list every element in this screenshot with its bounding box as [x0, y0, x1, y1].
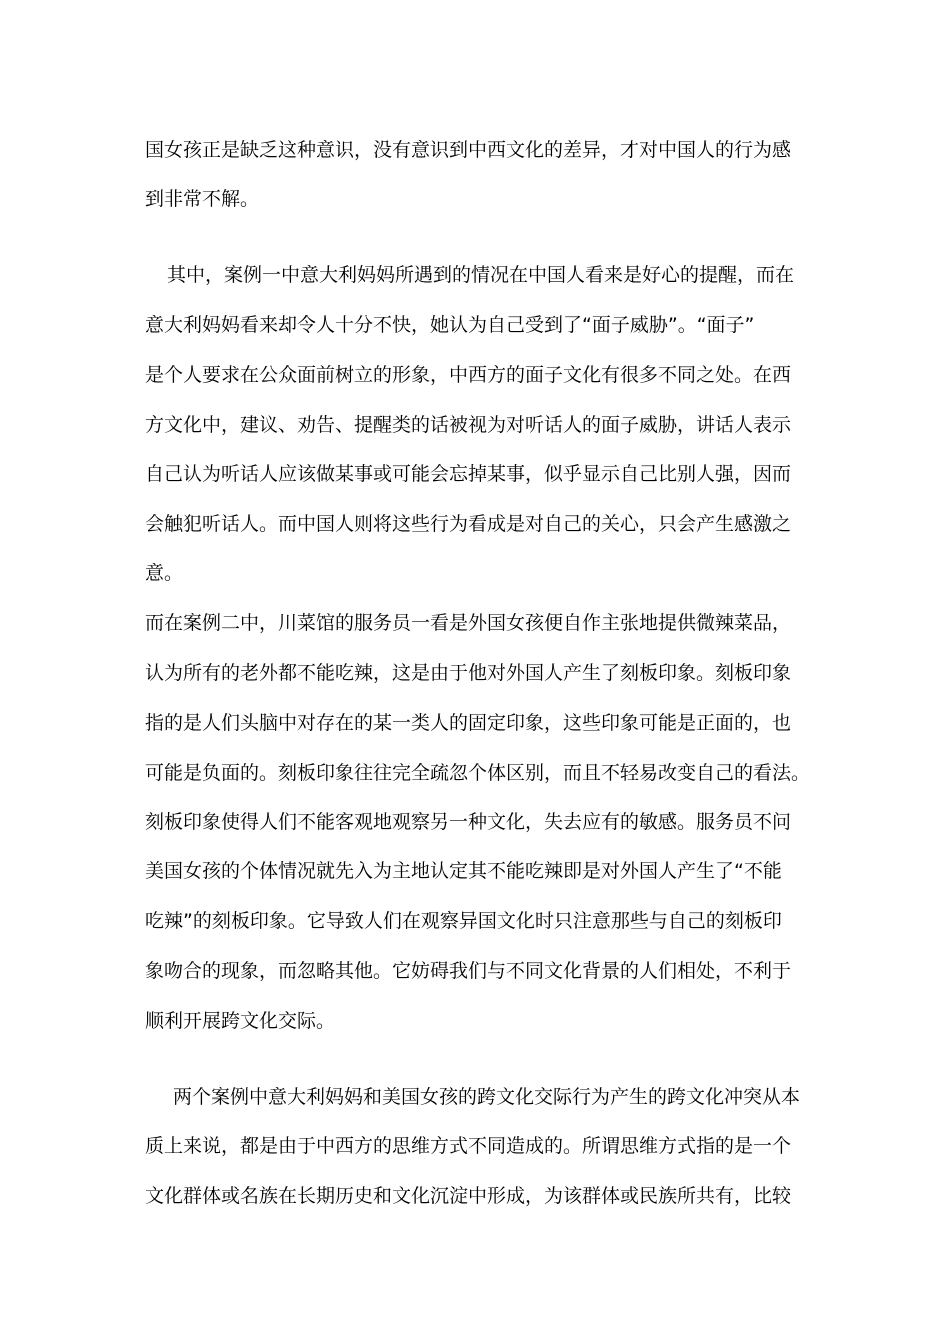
paragraph-first-line: 两个案例中意大利妈妈和美国女孩的跨文化交际行为产生的跨文化冲突从本: [173, 1086, 801, 1108]
text-line: 刻板印象使得人们不能客观地观察另一种文化，失去应有的敏感。服务员不问: [145, 811, 792, 833]
paragraph-first-line: 其中，案例一中意大利妈妈所遇到的情况在中国人看来是好心的提醒，而在: [167, 264, 795, 286]
text-line: 意大利妈妈看来却令人十分不快，她认为自己受到了“面子威胁”。“面子”: [145, 314, 755, 336]
text-line: 到非常不解。: [145, 188, 260, 210]
text-line: 自己认为听话人应该做某事或可能会忘掉某事，似乎显示自己比别人强，因而: [145, 463, 792, 485]
text-line: 美国女孩的个体情况就先入为主地认定其不能吃辣即是对外国人产生了“不能: [145, 860, 782, 882]
text-line: 可能是负面的。刻板印象往往完全疏忽个体区别，而且不轻易改变自己的看法。: [145, 762, 811, 784]
text-line: 吃辣”的刻板印象。它导致人们在观察异国文化时只注意那些与自己的刻板印: [145, 910, 782, 932]
text-line: 国女孩正是缺乏这种意识，没有意识到中西文化的差异，才对中国人的行为感: [145, 139, 792, 161]
text-line: 意。: [145, 562, 184, 584]
text-line: 会触犯听话人。而中国人则将这些行为看成是对自己的关心，只会产生感激之: [145, 513, 792, 535]
paragraph-first-line: 而在案例二中，川菜馆的服务员一看是外国女孩便自作主张地提供微辣菜品，: [145, 612, 792, 634]
text-line: 象吻合的现象，而忽略其他。它妨碍我们与不同文化背景的人们相处，不利于: [145, 960, 792, 982]
text-line: 是个人要求在公众面前树立的形象，中西方的面子文化有很多不同之处。在西: [145, 364, 792, 386]
text-line: 指的是人们头脑中对存在的某一类人的固定印象，这些印象可能是正面的，也: [145, 712, 792, 734]
text-line: 文化群体或名族在长期历史和文化沉淀中形成，为该群体或民族所共有，比较: [145, 1185, 792, 1207]
text-line: 方文化中，建议、劝告、提醒类的话被视为对听话人的面子威胁，讲话人表示: [145, 414, 792, 436]
text-line: 质上来说，都是由于中西方的思维方式不同造成的。所谓思维方式指的是一个: [145, 1135, 792, 1157]
text-line: 顺利开展跨文化交际。: [145, 1010, 336, 1032]
text-line: 认为所有的老外都不能吃辣，这是由于他对外国人产生了刻板印象。刻板印象: [145, 662, 792, 684]
